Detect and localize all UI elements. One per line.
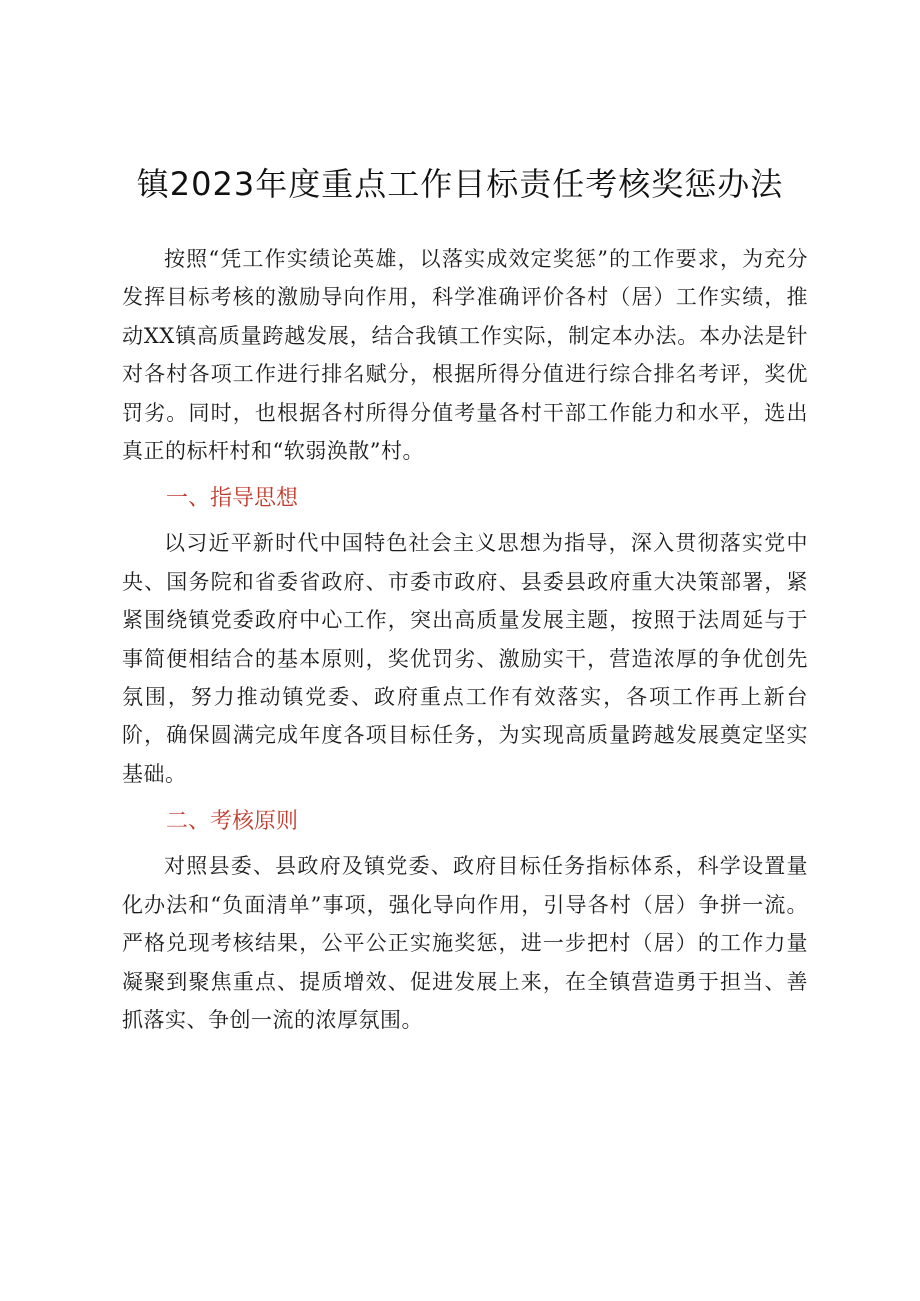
document-title: 镇2023年度重点工作目标责任考核奖惩办法	[136, 165, 784, 203]
intro-paragraph: 按照“凭工作实绩论英雄，以落实成效定奖惩”的工作要求，为充分发挥目标考核的激励导向作用，科学准确评价各村（居）工作实绩，推动XX镇高质量跨越发展，结合我镇工作实际，制定本办法。本办法是针对各村各项工作进行排名赋分，根据所得分值进行综合排名考评，奖优罚劣。同时，也根据各村所得分值考量各村干部工作能力和水平，选出真正的标杆村和“软弱涣散”村。	[122, 247, 808, 464]
document-body	[122, 240, 808, 1039]
section-heading-guiding-ideology: 一、指导思想	[166, 486, 299, 512]
section-text-assessment-principles: 对照县委、县政府及镇党委、政府目标任务指标体系，科学设置量化办法和“负面清单”事项，强化导向作用，引导各村（居）争拼一流。严格兑现考核结果，公平公正实施奖惩，进一步把村（居）的工作力量凝聚到聚焦重点、提质增效、促进发展上来，在全镇营造勇于担当、善抓落实、争创一流的浓厚氛围。	[122, 854, 808, 1032]
section-text-guiding-ideology: 以习近平新时代中国特色社会主义思想为指导，深入贯彻落实党中央、国务院和省委省政府、市委市政府、县委县政府重大决策部署，紧紧围绕镇党委政府中心工作，突出高质量发展主题，按照于法周延与于事简便相结合的基本原则，奖优罚劣、激励实干，营造浓厚的争优创先氛围，努力推动镇党委、政府重点工作有效落实，各项工作再上新台阶，确保圆满完成年度各项目标任务，为实现高质量跨越发展奠定坚实基础。	[122, 531, 808, 786]
section-heading-assessment-principles: 二、考核原则	[166, 809, 299, 835]
